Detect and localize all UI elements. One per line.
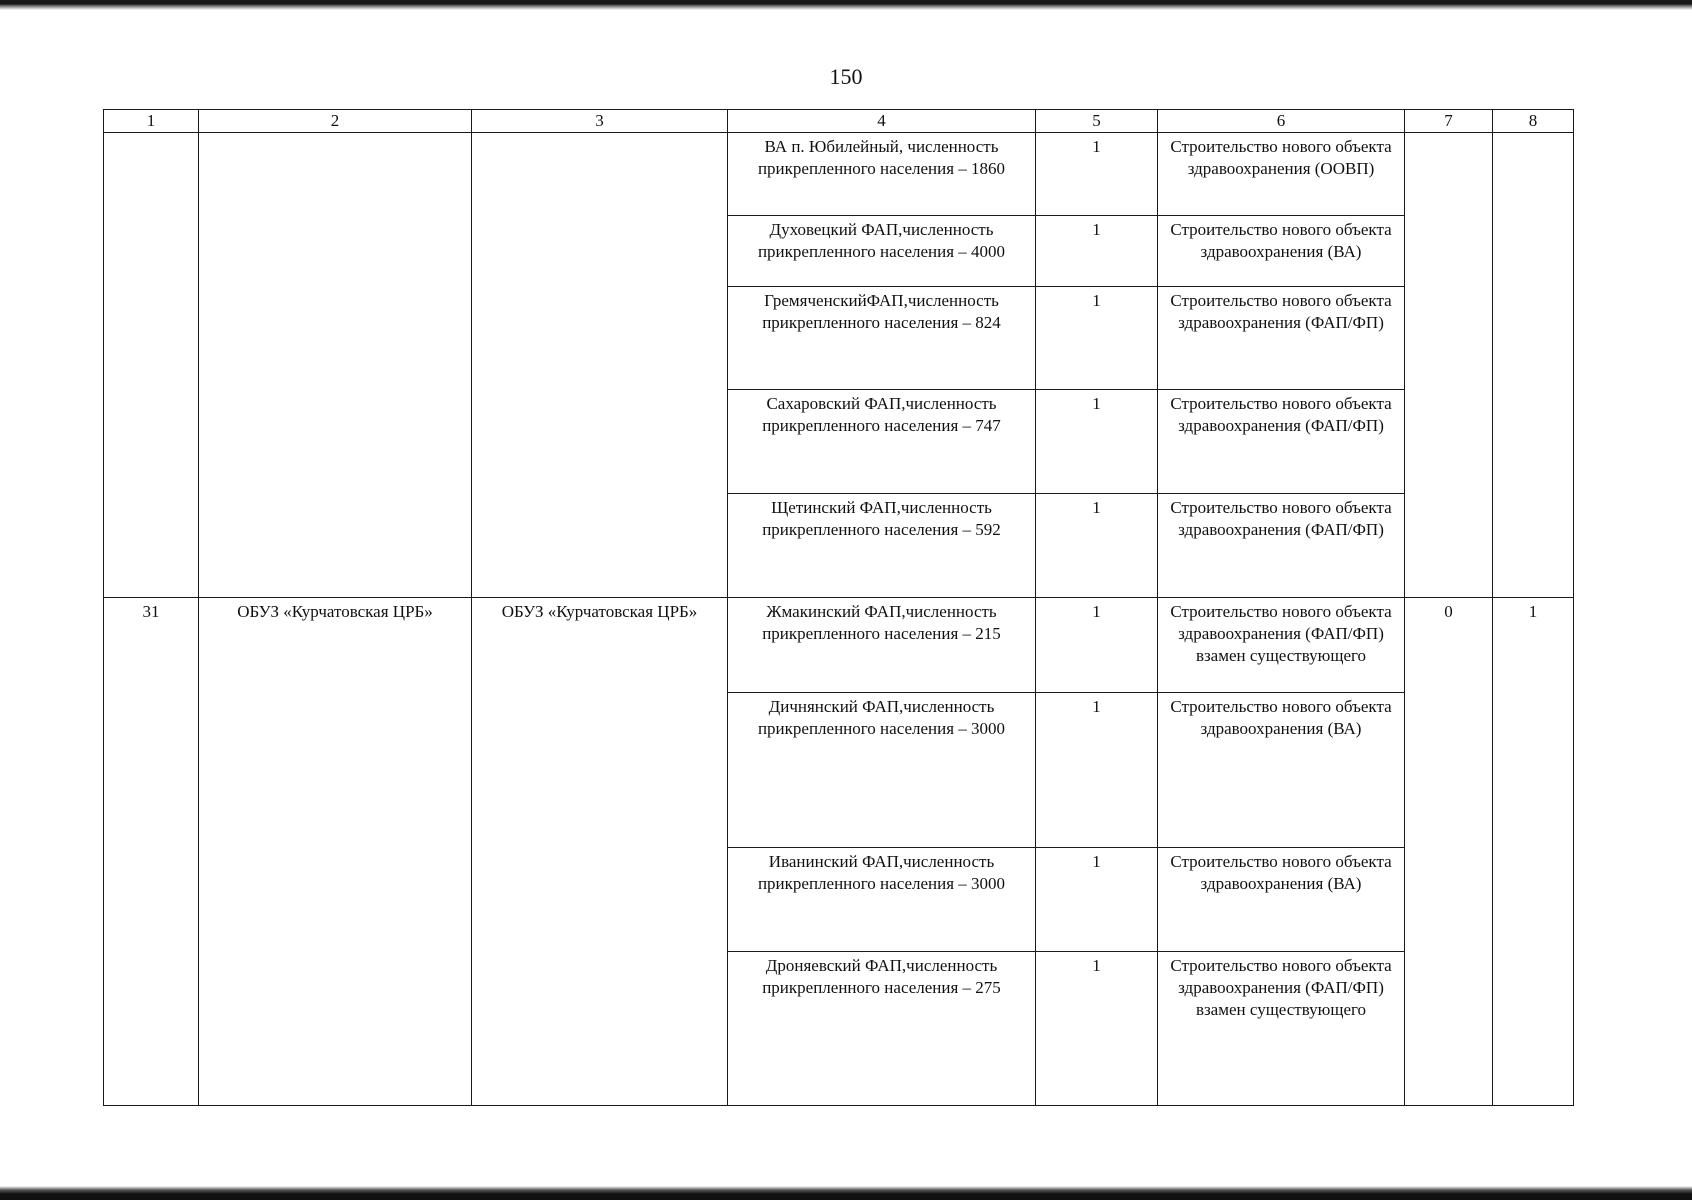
facility-cell: Дроняевский ФАП,численность прикрепленного населения – 275 [728, 952, 1036, 1106]
organization-cell: ОБУЗ «Курчатовская ЦРБ» [199, 598, 472, 1106]
row-number-cell [104, 133, 199, 598]
column-header: 8 [1493, 110, 1574, 133]
col7-cell [1405, 133, 1493, 598]
table-row [104, 133, 1574, 216]
column-header: 5 [1036, 110, 1158, 133]
facility-cell: Иванинский ФАП,численность прикрепленного населения – 3000 [728, 848, 1036, 952]
facility-cell: Щетинский ФАП,численность прикрепленного населения – 592 [728, 494, 1036, 598]
col8-cell: 1 [1493, 598, 1574, 1106]
col8-cell [1493, 133, 1574, 598]
organization-cell [199, 133, 472, 598]
action-cell: Строительство нового объекта здравоохранения (ФАП/ФП) взамен существующего [1158, 952, 1405, 1106]
action-cell: Строительство нового объекта здравоохранения (ВА) [1158, 216, 1405, 287]
column-header: 1 [104, 110, 199, 133]
table-row [104, 598, 1574, 693]
facility-cell: Духовецкий ФАП,численность прикрепленного населения – 4000 [728, 216, 1036, 287]
facility-cell: ВА п. Юбилейный, численность прикрепленного населения – 1860 [728, 133, 1036, 216]
facility-cell: ГремяченскийФАП,численность прикрепленного населения – 824 [728, 287, 1036, 390]
scan-edge-top [0, 0, 1692, 10]
count-cell: 1 [1036, 494, 1158, 598]
facility-cell: Сахаровский ФАП,численность прикрепленного населения – 747 [728, 390, 1036, 494]
facility-cell: Жмакинский ФАП,численность прикрепленного населения – 215 [728, 598, 1036, 693]
count-cell: 1 [1036, 133, 1158, 216]
column-header: 2 [199, 110, 472, 133]
column-header: 7 [1405, 110, 1493, 133]
count-cell: 1 [1036, 598, 1158, 693]
action-cell: Строительство нового объекта здравоохранения (ООВП) [1158, 133, 1405, 216]
facilities-table [103, 109, 1574, 1106]
count-cell: 1 [1036, 287, 1158, 390]
count-cell: 1 [1036, 848, 1158, 952]
page-number: 150 [829, 64, 863, 89]
action-cell: Строительство нового объекта здравоохранения (ФАП/ФП) [1158, 390, 1405, 494]
organization-short-cell [472, 133, 728, 598]
row-number-cell: 31 [104, 598, 199, 1106]
count-cell: 1 [1036, 693, 1158, 848]
action-cell: Строительство нового объекта здравоохранения (ФАП/ФП) взамен существующего [1158, 598, 1405, 693]
count-cell: 1 [1036, 952, 1158, 1106]
col7-cell: 0 [1405, 598, 1493, 1106]
organization-short-cell: ОБУЗ «Курчатовская ЦРБ» [472, 598, 728, 1106]
action-cell: Строительство нового объекта здравоохранения (ВА) [1158, 693, 1405, 848]
action-cell: Строительство нового объекта здравоохранения (ВА) [1158, 848, 1405, 952]
scan-edge-bottom [0, 1186, 1692, 1200]
column-header: 4 [728, 110, 1036, 133]
column-header: 3 [472, 110, 728, 133]
column-header: 6 [1158, 110, 1405, 133]
action-cell: Строительство нового объекта здравоохранения (ФАП/ФП) [1158, 494, 1405, 598]
action-cell: Строительство нового объекта здравоохранения (ФАП/ФП) [1158, 287, 1405, 390]
count-cell: 1 [1036, 390, 1158, 494]
column-header-row [104, 110, 1574, 133]
facility-cell: Дичнянский ФАП,численность прикрепленного населения – 3000 [728, 693, 1036, 848]
count-cell: 1 [1036, 216, 1158, 287]
